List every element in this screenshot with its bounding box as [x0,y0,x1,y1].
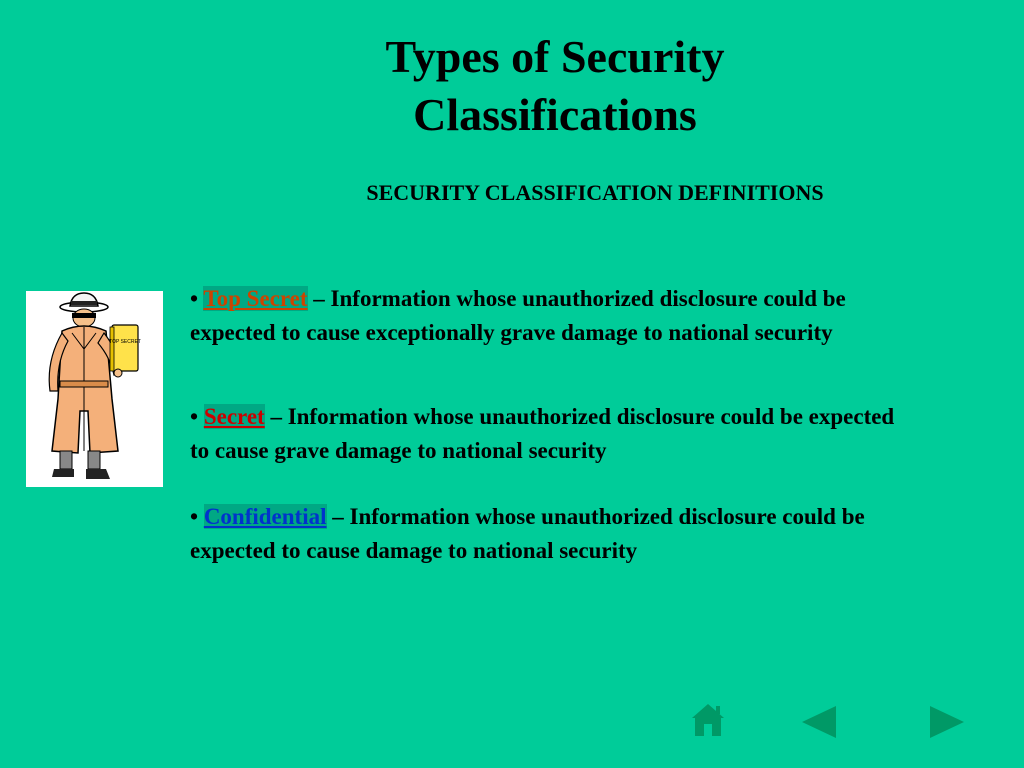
list-item-top-secret [190,282,900,350]
term-confidential: Confidential [203,504,327,529]
previous-arrow-icon [800,700,838,740]
bullet-marker: • [190,286,199,311]
list-item-confidential [190,500,900,568]
home-button[interactable] [690,700,726,740]
spy-icon [26,291,163,487]
slide-title-line-1: Types of Security [385,31,725,82]
book-label: TOP SECRET [109,339,141,345]
next-arrow-icon [928,700,966,740]
spy-clipart-image [26,291,163,487]
definition-secret: – Information whose unauthorized disclosure could be expected to cause grave damage to national security [190,404,895,463]
slide-subtitle: SECURITY CLASSIFICATION DEFINITIONS [366,180,824,205]
list-item-secret [190,400,900,468]
next-slide-button[interactable] [928,700,966,740]
bullet-marker: • [190,404,199,429]
previous-slide-button[interactable] [800,700,838,740]
term-top-secret: Top Secret [203,286,308,311]
definition-top-secret: – Information whose unauthorized disclosure could be expected to cause exceptionally grave damage to national security [190,286,846,345]
slide-title-line-2: Classifications [413,89,697,140]
classification-list [190,282,900,568]
bullet-marker: • [190,504,199,529]
home-icon [690,700,726,740]
slide-title [300,28,810,144]
definition-confidential: – Information whose unauthorized disclosure could be expected to cause damage to national security [190,504,865,563]
term-secret: Secret [203,404,265,429]
